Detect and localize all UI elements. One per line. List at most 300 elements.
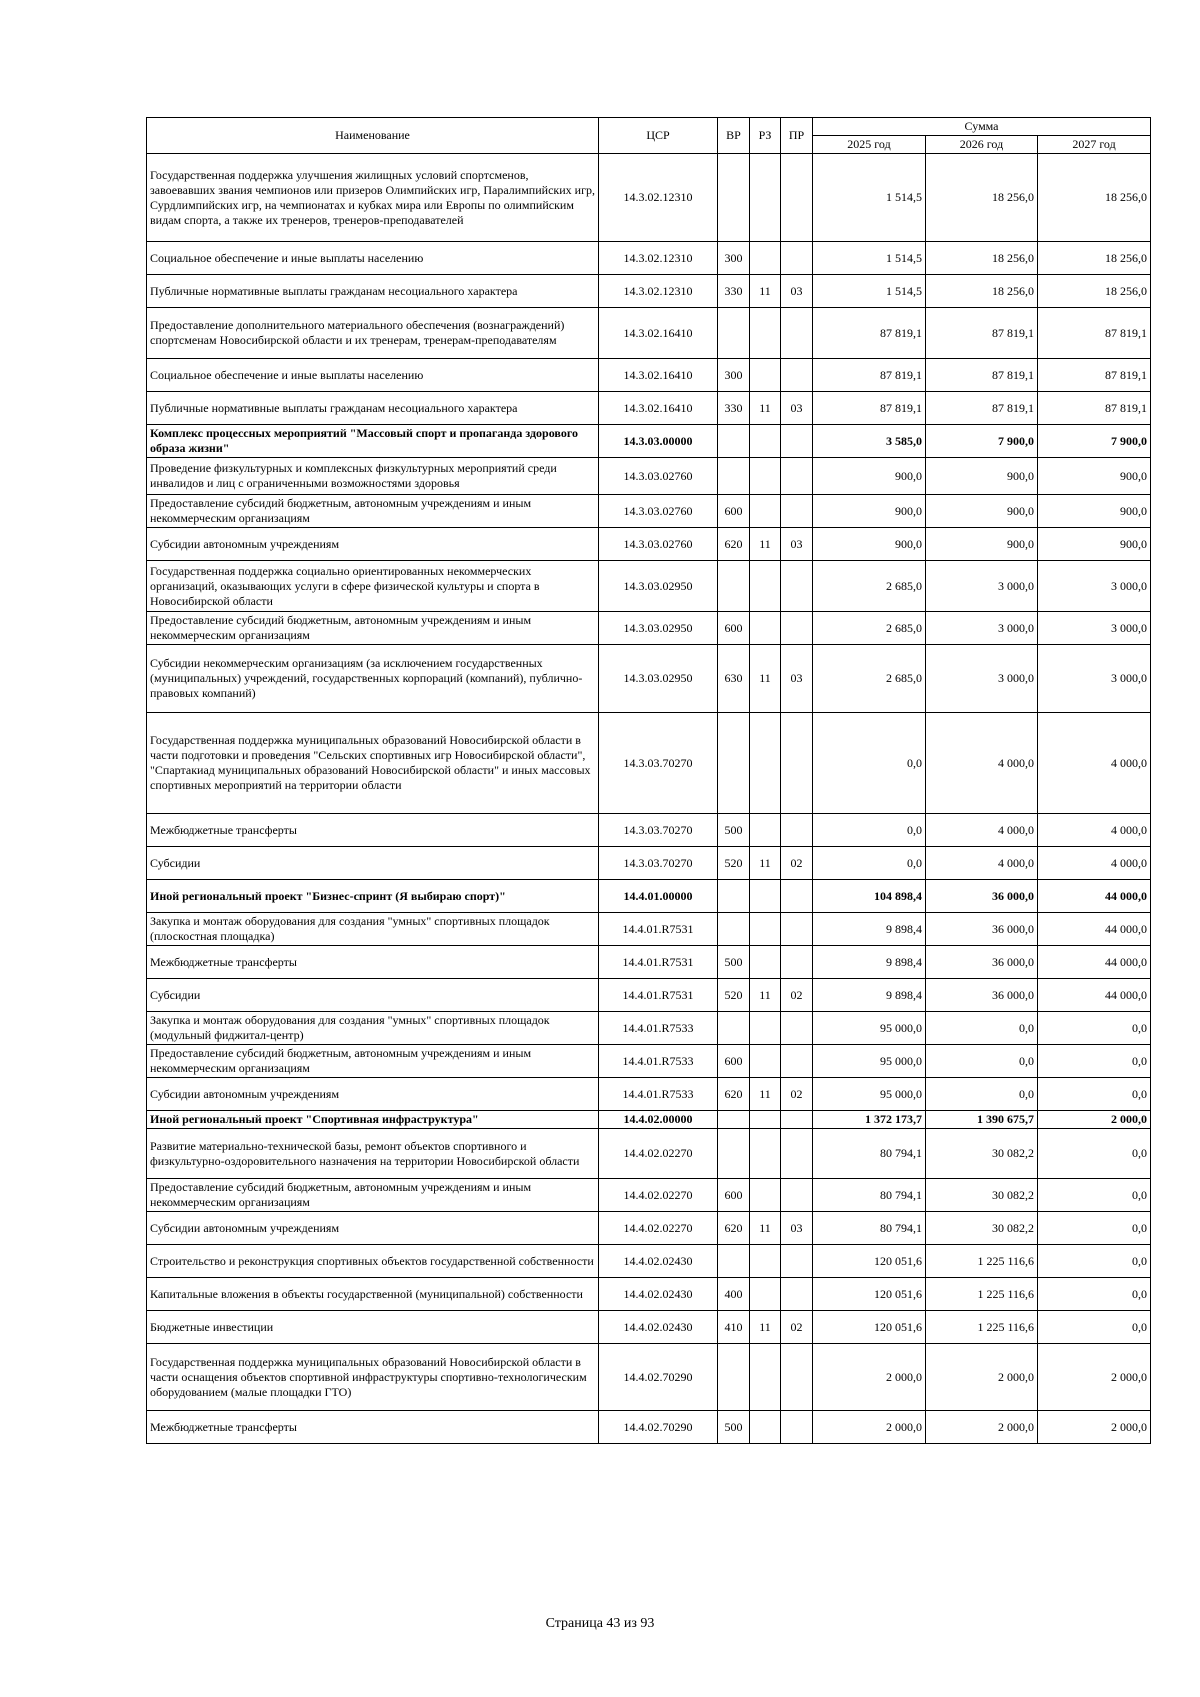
cell-vr [718, 880, 750, 913]
cell-sum-2025: 9 898,4 [813, 979, 926, 1012]
cell-pr [781, 458, 813, 495]
cell-sum-2025: 2 685,0 [813, 612, 926, 645]
cell-csr: 14.3.02.16410 [599, 308, 718, 359]
cell-rz: 11 [750, 275, 781, 308]
table-row [147, 1212, 1151, 1245]
cell-vr: 330 [718, 275, 750, 308]
cell-pr [781, 242, 813, 275]
cell-sum-2027: 0,0 [1038, 1078, 1151, 1111]
cell-sum-2025: 95 000,0 [813, 1078, 926, 1111]
budget-table [146, 117, 1151, 1444]
cell-sum-2026: 7 900,0 [926, 425, 1038, 458]
cell-csr: 14.4.01.R7531 [599, 979, 718, 1012]
cell-rz [750, 154, 781, 242]
cell-rz [750, 425, 781, 458]
cell-sum-2026: 36 000,0 [926, 913, 1038, 946]
cell-sum-2027: 0,0 [1038, 1179, 1151, 1212]
table-row [147, 392, 1151, 425]
cell-rz: 11 [750, 1212, 781, 1245]
cell-sum-2025: 2 000,0 [813, 1344, 926, 1411]
cell-pr [781, 1411, 813, 1444]
cell-pr [781, 814, 813, 847]
cell-vr: 410 [718, 1311, 750, 1344]
cell-sum-2027: 900,0 [1038, 495, 1151, 528]
cell-name: Субсидии автономным учреждениям [147, 1212, 599, 1245]
cell-sum-2027: 18 256,0 [1038, 275, 1151, 308]
cell-sum-2027: 87 819,1 [1038, 392, 1151, 425]
cell-sum-2027: 44 000,0 [1038, 979, 1151, 1012]
cell-csr: 14.4.02.02430 [599, 1245, 718, 1278]
cell-sum-2025: 2 685,0 [813, 645, 926, 713]
cell-name: Строительство и реконструкция спортивных объектов государственной собственности [147, 1245, 599, 1278]
cell-sum-2027: 2 000,0 [1038, 1344, 1151, 1411]
cell-pr: 02 [781, 1078, 813, 1111]
cell-rz [750, 946, 781, 979]
cell-csr: 14.4.02.02270 [599, 1179, 718, 1212]
cell-pr: 03 [781, 1212, 813, 1245]
cell-sum-2026: 4 000,0 [926, 713, 1038, 814]
cell-vr [718, 425, 750, 458]
cell-vr [718, 1245, 750, 1278]
cell-pr [781, 913, 813, 946]
cell-csr: 14.3.03.00000 [599, 425, 718, 458]
cell-vr: 300 [718, 242, 750, 275]
cell-vr: 520 [718, 847, 750, 880]
cell-name: Предоставление субсидий бюджетным, автономным учреждениям и иным некоммерческим организациям [147, 1045, 599, 1078]
table-row [147, 1179, 1151, 1212]
table-row [147, 814, 1151, 847]
cell-rz [750, 561, 781, 612]
cell-vr: 600 [718, 1045, 750, 1078]
cell-pr [781, 713, 813, 814]
cell-sum-2027: 4 000,0 [1038, 847, 1151, 880]
cell-sum-2025: 95 000,0 [813, 1012, 926, 1045]
cell-sum-2025: 900,0 [813, 495, 926, 528]
cell-vr [718, 154, 750, 242]
cell-rz: 11 [750, 847, 781, 880]
cell-sum-2025: 87 819,1 [813, 359, 926, 392]
cell-name: Публичные нормативные выплаты гражданам несоциального характера [147, 392, 599, 425]
cell-csr: 14.4.02.02270 [599, 1212, 718, 1245]
cell-csr: 14.4.01.00000 [599, 880, 718, 913]
cell-csr: 14.4.01.R7533 [599, 1045, 718, 1078]
cell-rz [750, 1012, 781, 1045]
cell-name: Развитие материально-технической базы, ремонт объектов спортивного и физкультурно-оздоровительного назначения на территории Новосибирской области [147, 1129, 599, 1179]
cell-sum-2027: 0,0 [1038, 1212, 1151, 1245]
table-row [147, 880, 1151, 913]
cell-csr: 14.4.02.70290 [599, 1344, 718, 1411]
cell-csr: 14.3.03.70270 [599, 814, 718, 847]
cell-csr: 14.3.02.16410 [599, 359, 718, 392]
cell-name: Социальное обеспечение и иные выплаты населению [147, 359, 599, 392]
cell-vr: 630 [718, 645, 750, 713]
col-header-csr: ЦСР [599, 118, 718, 154]
cell-sum-2026: 87 819,1 [926, 392, 1038, 425]
cell-vr [718, 713, 750, 814]
cell-pr: 02 [781, 847, 813, 880]
cell-csr: 14.4.01.R7531 [599, 913, 718, 946]
cell-sum-2026: 18 256,0 [926, 154, 1038, 242]
cell-name: Иной региональный проект "Бизнес-спринт (Я выбираю спорт)" [147, 880, 599, 913]
table-row [147, 528, 1151, 561]
table-row [147, 359, 1151, 392]
cell-sum-2026: 2 000,0 [926, 1344, 1038, 1411]
cell-vr: 620 [718, 1078, 750, 1111]
cell-csr: 14.3.03.02950 [599, 612, 718, 645]
cell-csr: 14.3.03.02950 [599, 561, 718, 612]
cell-pr: 02 [781, 1311, 813, 1344]
cell-sum-2027: 0,0 [1038, 1278, 1151, 1311]
cell-pr [781, 1344, 813, 1411]
cell-rz [750, 359, 781, 392]
cell-pr [781, 1111, 813, 1129]
cell-name: Субсидии [147, 847, 599, 880]
cell-name: Социальное обеспечение и иные выплаты населению [147, 242, 599, 275]
cell-csr: 14.4.02.02430 [599, 1278, 718, 1311]
cell-vr: 400 [718, 1278, 750, 1311]
cell-rz [750, 913, 781, 946]
table-row [147, 946, 1151, 979]
cell-csr: 14.3.02.12310 [599, 242, 718, 275]
cell-pr [781, 154, 813, 242]
cell-rz: 11 [750, 979, 781, 1012]
cell-sum-2027: 2 000,0 [1038, 1111, 1151, 1129]
cell-sum-2026: 1 225 116,6 [926, 1278, 1038, 1311]
table-row [147, 154, 1151, 242]
cell-csr: 14.4.01.R7533 [599, 1012, 718, 1045]
cell-csr: 14.4.01.R7533 [599, 1078, 718, 1111]
cell-vr [718, 1129, 750, 1179]
cell-name: Субсидии [147, 979, 599, 1012]
cell-sum-2026: 1 225 116,6 [926, 1311, 1038, 1344]
cell-vr: 620 [718, 528, 750, 561]
cell-name: Бюджетные инвестиции [147, 1311, 599, 1344]
cell-csr: 14.4.02.02270 [599, 1129, 718, 1179]
cell-pr [781, 612, 813, 645]
cell-sum-2026: 3 000,0 [926, 645, 1038, 713]
cell-name: Капитальные вложения в объекты государственной (муниципальной) собственности [147, 1278, 599, 1311]
cell-sum-2027: 2 000,0 [1038, 1411, 1151, 1444]
cell-sum-2026: 87 819,1 [926, 359, 1038, 392]
table-row [147, 713, 1151, 814]
col-header-rz: РЗ [750, 118, 781, 154]
cell-name: Закупка и монтаж оборудования для создания "умных" спортивных площадок (плоскостная площадка) [147, 913, 599, 946]
cell-sum-2027: 18 256,0 [1038, 242, 1151, 275]
cell-sum-2026: 3 000,0 [926, 612, 1038, 645]
cell-rz [750, 1179, 781, 1212]
cell-rz [750, 814, 781, 847]
cell-sum-2026: 30 082,2 [926, 1179, 1038, 1212]
cell-sum-2025: 1 372 173,7 [813, 1111, 926, 1129]
cell-sum-2025: 0,0 [813, 814, 926, 847]
cell-sum-2026: 4 000,0 [926, 814, 1038, 847]
cell-sum-2026: 1 225 116,6 [926, 1245, 1038, 1278]
table-row [147, 308, 1151, 359]
table-row [147, 1111, 1151, 1129]
cell-pr [781, 1012, 813, 1045]
cell-vr: 300 [718, 359, 750, 392]
cell-sum-2025: 87 819,1 [813, 392, 926, 425]
cell-name: Предоставление субсидий бюджетным, автономным учреждениям и иным некоммерческим организациям [147, 495, 599, 528]
cell-rz [750, 1344, 781, 1411]
cell-sum-2025: 3 585,0 [813, 425, 926, 458]
cell-name: Субсидии автономным учреждениям [147, 528, 599, 561]
cell-sum-2026: 87 819,1 [926, 308, 1038, 359]
col-header-vr: ВР [718, 118, 750, 154]
cell-vr: 620 [718, 1212, 750, 1245]
cell-sum-2026: 0,0 [926, 1078, 1038, 1111]
cell-name: Предоставление субсидий бюджетным, автономным учреждениям и иным некоммерческим организациям [147, 612, 599, 645]
cell-sum-2026: 0,0 [926, 1045, 1038, 1078]
cell-name: Публичные нормативные выплаты гражданам несоциального характера [147, 275, 599, 308]
cell-name: Государственная поддержка социально ориентированных некоммерческих организаций, оказывающих услуги в сфере физической культуры и спорта в Новосибирской области [147, 561, 599, 612]
cell-pr: 03 [781, 275, 813, 308]
cell-vr [718, 458, 750, 495]
cell-sum-2025: 104 898,4 [813, 880, 926, 913]
cell-vr: 500 [718, 814, 750, 847]
cell-sum-2027: 4 000,0 [1038, 814, 1151, 847]
cell-sum-2025: 87 819,1 [813, 308, 926, 359]
cell-sum-2027: 44 000,0 [1038, 946, 1151, 979]
cell-rz [750, 1129, 781, 1179]
cell-rz [750, 458, 781, 495]
cell-sum-2026: 30 082,2 [926, 1129, 1038, 1179]
col-header-pr: ПР [781, 118, 813, 154]
cell-sum-2025: 95 000,0 [813, 1045, 926, 1078]
cell-sum-2027: 7 900,0 [1038, 425, 1151, 458]
cell-vr [718, 1111, 750, 1129]
cell-csr: 14.3.03.02950 [599, 645, 718, 713]
cell-rz [750, 713, 781, 814]
cell-csr: 14.4.02.00000 [599, 1111, 718, 1129]
cell-rz: 11 [750, 645, 781, 713]
table-row [147, 1012, 1151, 1045]
table-row [147, 847, 1151, 880]
cell-sum-2027: 3 000,0 [1038, 561, 1151, 612]
table-row [147, 458, 1151, 495]
cell-sum-2026: 900,0 [926, 458, 1038, 495]
cell-sum-2025: 9 898,4 [813, 913, 926, 946]
cell-csr: 14.4.02.02430 [599, 1311, 718, 1344]
cell-name: Предоставление дополнительного материального обеспечения (вознаграждений) спортсменам Новосибирской области и их тренерам, тренерам-преподавателям [147, 308, 599, 359]
cell-csr: 14.3.03.70270 [599, 847, 718, 880]
cell-sum-2027: 0,0 [1038, 1311, 1151, 1344]
cell-sum-2027: 18 256,0 [1038, 154, 1151, 242]
cell-sum-2025: 1 514,5 [813, 275, 926, 308]
cell-sum-2026: 4 000,0 [926, 847, 1038, 880]
cell-pr: 02 [781, 979, 813, 1012]
cell-name: Государственная поддержка муниципальных образований Новосибирской области в части оснащения объектов спортивной инфраструктуры спортивно-технологическим оборудованием (малые площадки ГТО) [147, 1344, 599, 1411]
cell-sum-2025: 80 794,1 [813, 1212, 926, 1245]
cell-sum-2027: 87 819,1 [1038, 308, 1151, 359]
cell-rz [750, 1111, 781, 1129]
table-row [147, 425, 1151, 458]
col-header-2025: 2025 год [813, 136, 926, 154]
cell-pr [781, 1245, 813, 1278]
cell-sum-2025: 1 514,5 [813, 242, 926, 275]
cell-sum-2026: 0,0 [926, 1012, 1038, 1045]
cell-pr: 03 [781, 645, 813, 713]
cell-sum-2026: 18 256,0 [926, 242, 1038, 275]
cell-pr [781, 1129, 813, 1179]
cell-rz [750, 1245, 781, 1278]
cell-vr: 500 [718, 1411, 750, 1444]
cell-vr: 600 [718, 612, 750, 645]
cell-vr [718, 1344, 750, 1411]
cell-rz: 11 [750, 1078, 781, 1111]
cell-rz [750, 1411, 781, 1444]
cell-pr [781, 425, 813, 458]
col-header-2026: 2026 год [926, 136, 1038, 154]
cell-name: Межбюджетные трансферты [147, 946, 599, 979]
cell-pr [781, 946, 813, 979]
table-row [147, 979, 1151, 1012]
cell-csr: 14.3.03.02760 [599, 458, 718, 495]
col-header-2027: 2027 год [1038, 136, 1151, 154]
cell-vr [718, 1012, 750, 1045]
cell-sum-2026: 36 000,0 [926, 946, 1038, 979]
cell-sum-2026: 36 000,0 [926, 880, 1038, 913]
cell-name: Субсидии автономным учреждениям [147, 1078, 599, 1111]
cell-sum-2027: 0,0 [1038, 1129, 1151, 1179]
col-header-name: Наименование [147, 118, 599, 154]
cell-vr [718, 308, 750, 359]
table-row [147, 1078, 1151, 1111]
cell-sum-2026: 18 256,0 [926, 275, 1038, 308]
cell-sum-2026: 30 082,2 [926, 1212, 1038, 1245]
cell-csr: 14.4.01.R7531 [599, 946, 718, 979]
col-header-sum: Сумма [813, 118, 1151, 136]
cell-name: Комплекс процессных мероприятий "Массовый спорт и пропаганда здорового образа жизни" [147, 425, 599, 458]
cell-pr [781, 1179, 813, 1212]
table-row [147, 1245, 1151, 1278]
cell-pr [781, 1278, 813, 1311]
cell-sum-2025: 2 000,0 [813, 1411, 926, 1444]
cell-sum-2026: 36 000,0 [926, 979, 1038, 1012]
cell-sum-2027: 900,0 [1038, 528, 1151, 561]
cell-rz [750, 242, 781, 275]
cell-sum-2027: 44 000,0 [1038, 880, 1151, 913]
cell-sum-2027: 0,0 [1038, 1245, 1151, 1278]
cell-sum-2025: 120 051,6 [813, 1278, 926, 1311]
cell-vr: 500 [718, 946, 750, 979]
cell-sum-2027: 0,0 [1038, 1012, 1151, 1045]
cell-sum-2025: 80 794,1 [813, 1179, 926, 1212]
cell-sum-2025: 0,0 [813, 847, 926, 880]
cell-csr: 14.3.03.02760 [599, 528, 718, 561]
cell-rz [750, 1278, 781, 1311]
cell-csr: 14.3.02.12310 [599, 275, 718, 308]
cell-sum-2026: 2 000,0 [926, 1411, 1038, 1444]
cell-vr [718, 913, 750, 946]
cell-sum-2025: 120 051,6 [813, 1245, 926, 1278]
cell-rz [750, 495, 781, 528]
cell-name: Государственная поддержка улучшения жилищных условий спортсменов, завоевавших звания чемпионов или призеров Олимпийских игр, Паралимпийских игр, Сурдлимпийских игр, на чемпионатах и кубках мира или Европы по олимпийским видам спорта, а также их тренеров, тренеров-преподавателей [147, 154, 599, 242]
table-row [147, 645, 1151, 713]
cell-sum-2026: 3 000,0 [926, 561, 1038, 612]
cell-sum-2025: 120 051,6 [813, 1311, 926, 1344]
cell-rz [750, 308, 781, 359]
cell-name: Иной региональный проект "Спортивная инфраструктура" [147, 1111, 599, 1129]
cell-sum-2025: 1 514,5 [813, 154, 926, 242]
cell-pr: 03 [781, 528, 813, 561]
table-row [147, 612, 1151, 645]
cell-sum-2026: 1 390 675,7 [926, 1111, 1038, 1129]
cell-pr [781, 359, 813, 392]
cell-pr [781, 561, 813, 612]
cell-csr: 14.3.02.12310 [599, 154, 718, 242]
page-number: Страница 43 из 93 [545, 1616, 655, 1631]
table-row [147, 913, 1151, 946]
cell-sum-2027: 900,0 [1038, 458, 1151, 495]
cell-sum-2025: 9 898,4 [813, 946, 926, 979]
cell-sum-2027: 0,0 [1038, 1045, 1151, 1078]
cell-vr: 520 [718, 979, 750, 1012]
cell-csr: 14.4.02.70290 [599, 1411, 718, 1444]
cell-sum-2026: 900,0 [926, 528, 1038, 561]
cell-pr [781, 1045, 813, 1078]
cell-name: Закупка и монтаж оборудования для создания "умных" спортивных площадок (модульный фиджитал-центр) [147, 1012, 599, 1045]
cell-sum-2025: 2 685,0 [813, 561, 926, 612]
table-row [147, 561, 1151, 612]
cell-name: Государственная поддержка муниципальных образований Новосибирской области в части подготовки и проведения "Сельских спортивных игр Новосибирской области", "Спартакиад муниципальных образований Новосибирской области" и иных массовых спортивных мероприятий на территории области [147, 713, 599, 814]
cell-vr: 600 [718, 495, 750, 528]
cell-csr: 14.3.03.02760 [599, 495, 718, 528]
cell-csr: 14.3.03.70270 [599, 713, 718, 814]
cell-sum-2027: 3 000,0 [1038, 645, 1151, 713]
cell-vr: 330 [718, 392, 750, 425]
cell-rz [750, 1045, 781, 1078]
table-row [147, 1344, 1151, 1411]
cell-rz: 11 [750, 1311, 781, 1344]
cell-pr [781, 880, 813, 913]
cell-sum-2027: 44 000,0 [1038, 913, 1151, 946]
table-row [147, 1129, 1151, 1179]
cell-pr: 03 [781, 392, 813, 425]
cell-rz [750, 880, 781, 913]
table-row [147, 1411, 1151, 1444]
cell-name: Субсидии некоммерческим организациям (за исключением государственных (муниципальных) учреждений, государственных корпораций (компаний), публично-правовых компаний) [147, 645, 599, 713]
table-row [147, 1278, 1151, 1311]
cell-sum-2025: 80 794,1 [813, 1129, 926, 1179]
table-row [147, 1311, 1151, 1344]
cell-name: Проведение физкультурных и комплексных физкультурных мероприятий среди инвалидов и лиц с ограниченными возможностями здоровья [147, 458, 599, 495]
cell-pr [781, 308, 813, 359]
cell-sum-2025: 0,0 [813, 713, 926, 814]
table-row [147, 242, 1151, 275]
cell-rz [750, 612, 781, 645]
cell-sum-2026: 900,0 [926, 495, 1038, 528]
header-row [147, 118, 1151, 136]
cell-rz: 11 [750, 392, 781, 425]
table-row [147, 495, 1151, 528]
cell-sum-2027: 3 000,0 [1038, 612, 1151, 645]
cell-vr [718, 561, 750, 612]
cell-name: Межбюджетные трансферты [147, 814, 599, 847]
cell-name: Межбюджетные трансферты [147, 1411, 599, 1444]
cell-sum-2025: 900,0 [813, 458, 926, 495]
table-row [147, 1045, 1151, 1078]
cell-vr: 600 [718, 1179, 750, 1212]
cell-sum-2025: 900,0 [813, 528, 926, 561]
cell-csr: 14.3.02.16410 [599, 392, 718, 425]
cell-pr [781, 495, 813, 528]
cell-sum-2027: 87 819,1 [1038, 359, 1151, 392]
cell-name: Предоставление субсидий бюджетным, автономным учреждениям и иным некоммерческим организациям [147, 1179, 599, 1212]
cell-sum-2027: 4 000,0 [1038, 713, 1151, 814]
table-row [147, 275, 1151, 308]
cell-rz: 11 [750, 528, 781, 561]
